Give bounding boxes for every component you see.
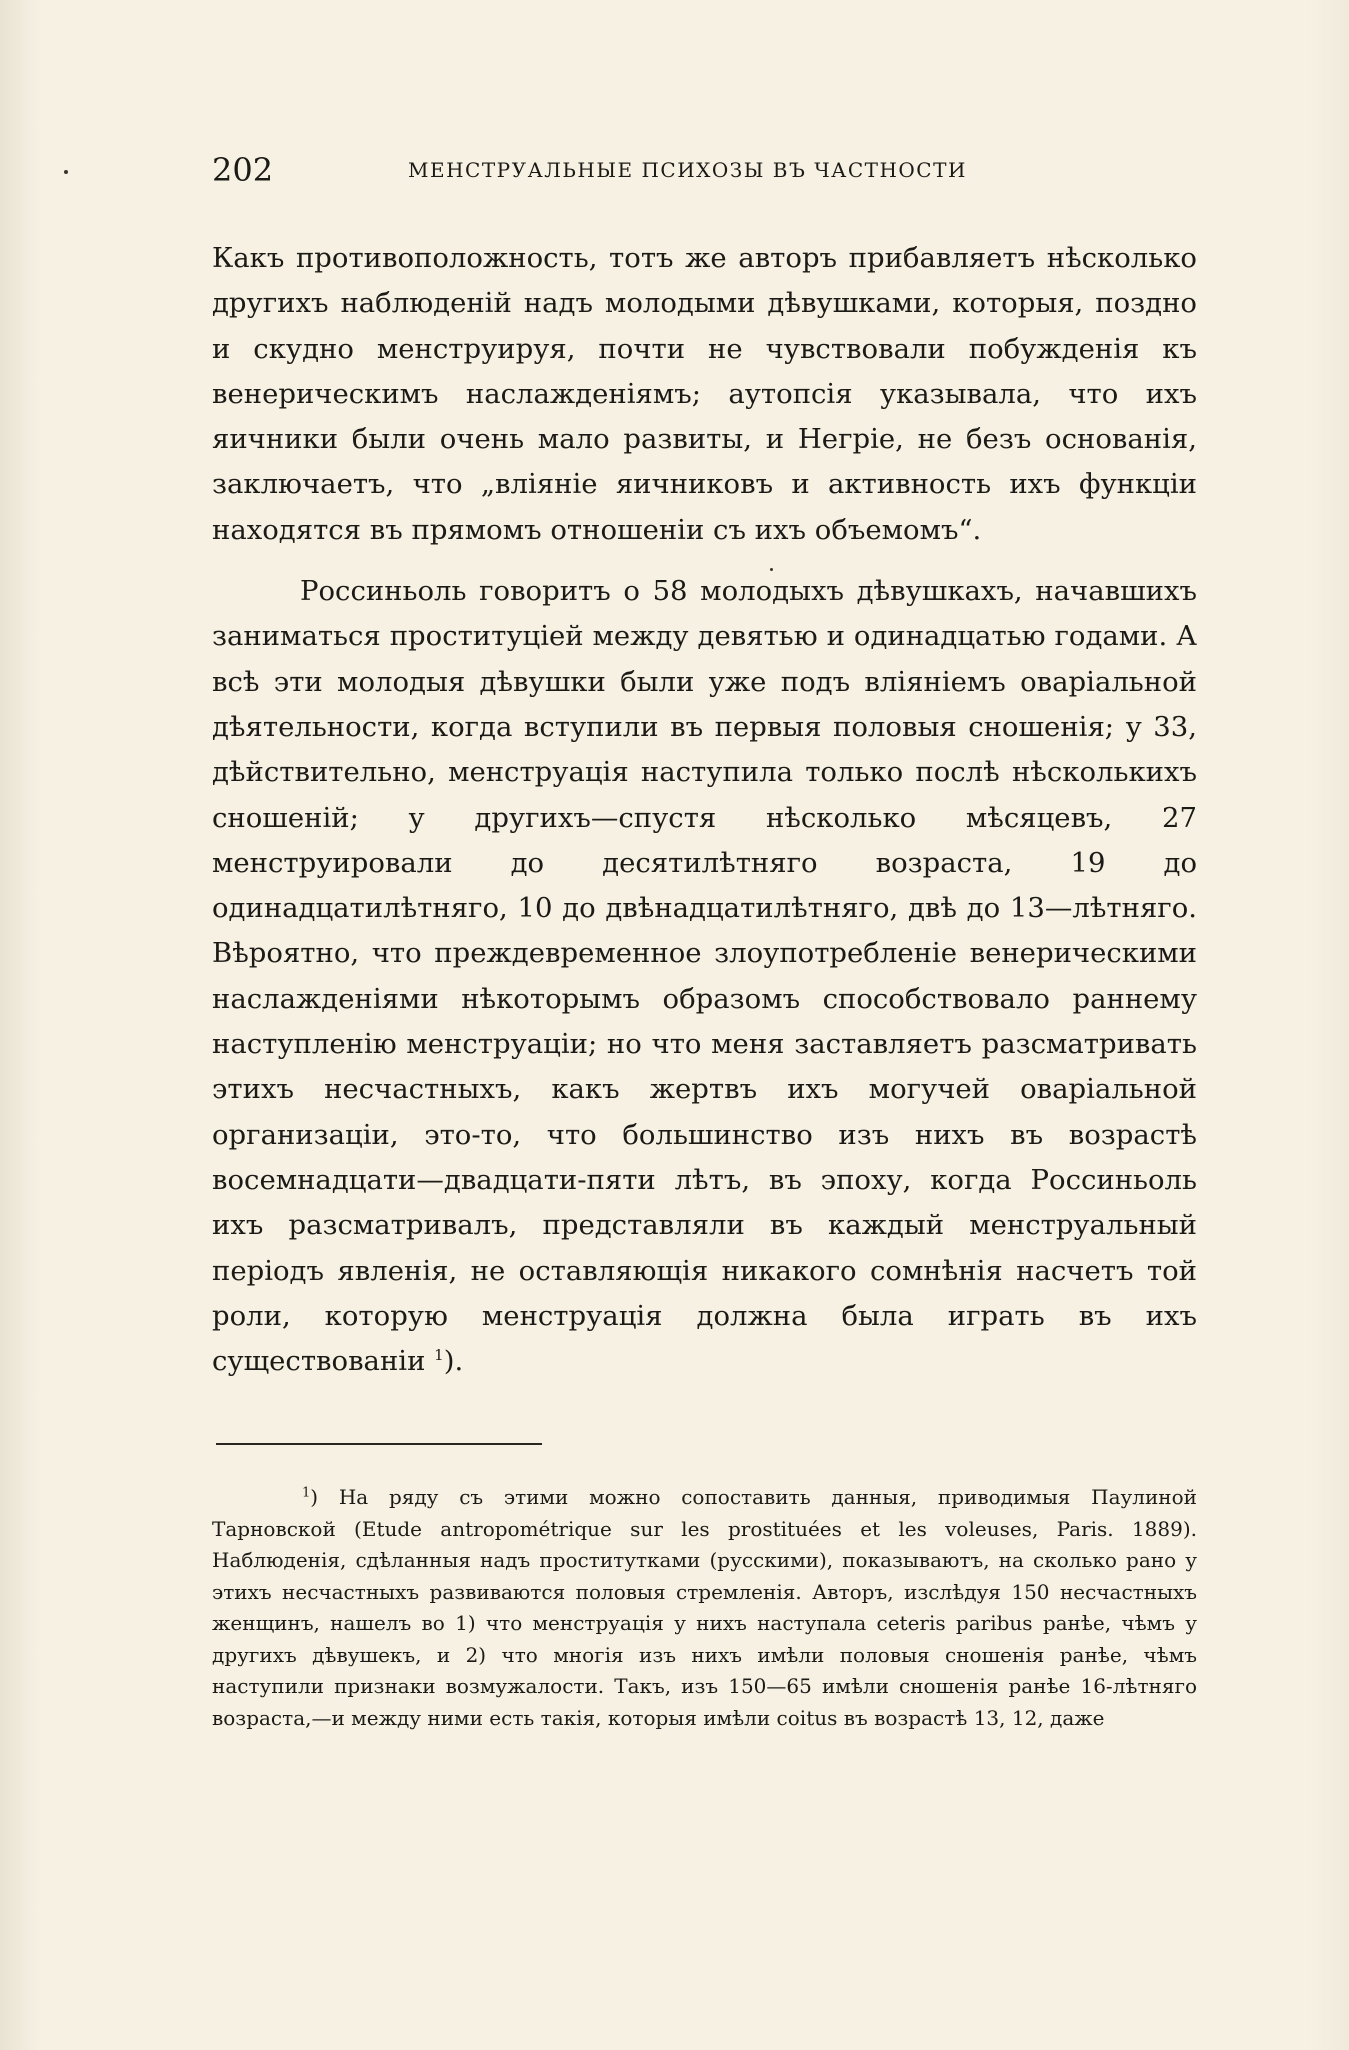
footnote — [212, 1482, 1197, 1734]
paragraph: Какъ противоположность, тотъ же авторъ прибавляетъ нѣсколько другихъ наблюденій надъ молодыми дѣвушками, которыя, поздно и скудно менструируя, почти не чувствовали побужденія къ венерическимъ наслажденіямъ; аутопсія указывала, что ихъ яичники были очень мало развиты, и Негріе, не безъ основанія, заключаетъ, что „вліяніе яичниковъ и активность ихъ функціи находятся въ прямомъ отношеніи съ ихъ объемомъ“. — [212, 242, 1197, 546]
footnote-mark: 1 — [302, 1485, 311, 1501]
main-text — [212, 236, 1197, 1384]
page-header — [212, 150, 1197, 190]
footnote-text: ) На ряду съ этими можно сопоставить данныя, приводимыя Паулиной Тарновской (Etude antropométrique sur les prostituées et les voleuses, Paris. 1889). Наблюденія, сдѣланныя надъ проститутками (русскими), показываютъ, на сколько рано у этихъ несчастныхъ развиваются половыя стремленія. Авторъ, изслѣдуя 150 несчастныхъ женщинъ, нашелъ во 1) что менструація у нихъ наступала ceteris paribus ранѣе, чѣмъ у другихъ дѣвушекъ, и 2) что многія изъ нихъ имѣли половыя сношенія ранѣе, чѣмъ наступили признаки возмужалости. Такъ, изъ 150—65 имѣли сношенія ранѣе 16-лѣтняго возраста,—и между ними есть такія, которыя имѣли coitus въ возрастѣ 13, 12, даже — [212, 1485, 1197, 1730]
page-number: 202 — [212, 151, 274, 189]
paragraph-end: ). — [443, 1345, 464, 1378]
print-speck — [770, 568, 773, 571]
running-head: МЕНСТРУАЛЬНЫЕ ПСИХОЗЫ ВЪ ЧАСТНОСТИ — [408, 158, 967, 182]
paragraph — [212, 569, 1197, 1384]
footnote-reference: 1 — [434, 1345, 444, 1364]
footnote-divider — [216, 1443, 542, 1445]
print-speck — [64, 170, 68, 174]
paragraph-text: Россиньоль говоритъ о 58 молодыхъ дѣвушкахъ, начавшихъ заниматься проституціей между девятью и одинадцатью годами. А всѣ эти молодыя дѣвушки были уже подъ вліяніемъ оваріальной дѣятельности, когда вступили въ первыя половыя сношенія; у 33, дѣйствительно, менструація наступила только послѣ нѣсколькихъ сношеній; у другихъ—спустя нѣсколько мѣсяцевъ, 27 менструировали до десятилѣтняго возраста, 19 до одинадцатилѣтняго, 10 до двѣнадцатилѣтняго, двѣ до 13—лѣтняго. Вѣроятно, что преждевременное злоупотребленіе венерическими наслажденіями нѣкоторымъ образомъ способствовало раннему наступленію менструаціи; но что меня заставляетъ разсматривать этихъ несчастныхъ, какъ жертвъ ихъ могучей оваріальной организаціи, это-то, что большинство изъ нихъ въ возрастѣ восемнадцати—двадцати-пяти лѣтъ, въ эпоху, когда Россиньоль ихъ разсматривалъ, представляли въ каждый менструальный періодъ явленія, не оставляющія никакого сомнѣнія насчетъ той роли, которую менструація должна была играть въ ихъ существованіи — [212, 575, 1197, 1378]
